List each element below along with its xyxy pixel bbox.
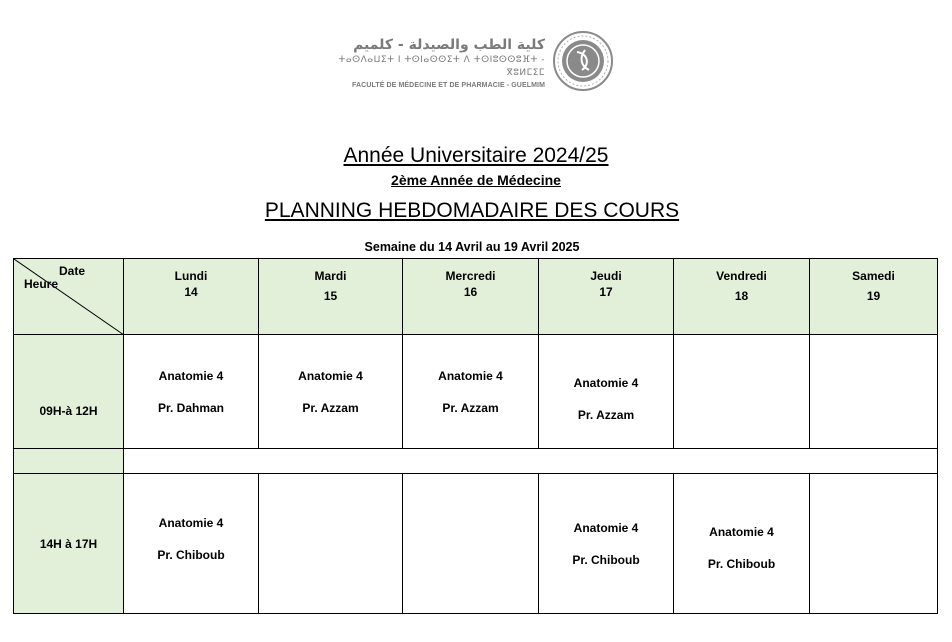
course-name: Anatomie 4 xyxy=(158,368,224,383)
course-name: Anatomie 4 xyxy=(158,515,224,530)
day-number: 15 xyxy=(323,289,338,303)
professor-name: Pr. Chiboub xyxy=(707,556,776,571)
morning-slot-row xyxy=(14,335,938,449)
days-header-row xyxy=(14,259,938,335)
day-number: 17 xyxy=(599,285,613,299)
day-header-mercredi xyxy=(403,259,539,335)
day-name: Samedi xyxy=(852,269,895,283)
professor-name: Pr. Azzam xyxy=(442,400,499,415)
afternoon-slot-row xyxy=(14,474,938,614)
corner-cell xyxy=(14,259,124,335)
schedule-cell xyxy=(674,335,810,449)
day-header-vendredi xyxy=(674,259,810,335)
course-name: Anatomie 4 xyxy=(709,524,774,539)
academic-year-title: Année Universitaire 2024/25 xyxy=(343,144,609,167)
schedule-cell xyxy=(259,474,403,614)
faculty-name-block xyxy=(330,36,545,91)
corner-hour-label: Heure xyxy=(24,277,59,291)
week-range: Semaine du 14 Avril au 19 Avril 2025 xyxy=(364,240,580,254)
schedule-cell xyxy=(259,335,403,449)
professor-name: Pr. Azzam xyxy=(302,400,359,415)
faculty-name-french: FACULTÉ DE MÉDECINE ET DE PHARMACIE - GUELMIM xyxy=(352,82,545,89)
break-label-cell xyxy=(14,449,124,474)
course-name: Anatomie 4 xyxy=(573,375,639,390)
schedule-cell xyxy=(539,335,674,449)
day-name: Lundi xyxy=(174,269,208,283)
day-name: Jeudi xyxy=(590,269,622,283)
schedule-cell xyxy=(539,474,674,614)
schedule-cell xyxy=(810,335,938,449)
afternoon-time-label: 14H à 17H xyxy=(14,474,124,614)
day-number: 16 xyxy=(463,285,478,299)
professor-name: Pr. Azzam xyxy=(577,407,635,422)
day-name: Vendredi xyxy=(716,269,767,283)
day-header-mardi xyxy=(259,259,403,335)
planning-title: PLANNING HEBDOMADAIRE DES COURS xyxy=(264,199,680,222)
schedule-cell xyxy=(403,474,539,614)
schedule-cell xyxy=(403,335,539,449)
schedule-cell xyxy=(124,474,259,614)
day-header-jeudi xyxy=(539,259,674,335)
university-seal-icon xyxy=(552,30,614,92)
day-number: 19 xyxy=(866,289,881,303)
break-cell xyxy=(124,449,938,474)
schedule-table xyxy=(13,258,938,614)
day-number: 18 xyxy=(734,289,749,303)
schedule-cell xyxy=(124,335,259,449)
faculty-name-arabic: كلية الطب والصيدلة - كلميم xyxy=(353,37,545,53)
day-name: Mercredi xyxy=(445,269,496,283)
day-number: 14 xyxy=(184,285,198,299)
day-header-lundi xyxy=(124,259,259,335)
schedule-cell xyxy=(674,474,810,614)
professor-name: Pr. Chiboub xyxy=(572,552,640,567)
faculty-logo xyxy=(330,30,620,94)
course-name: Anatomie 4 xyxy=(573,520,639,535)
study-level-title: 2ème Année de Médecine xyxy=(391,172,561,188)
course-name: Anatomie 4 xyxy=(298,368,363,383)
day-header-samedi xyxy=(810,259,938,335)
break-row xyxy=(14,449,938,474)
course-name: Anatomie 4 xyxy=(438,368,503,383)
faculty-name-tifinagh: ⵜⴰⵙⴷⴰⵡⵉⵜ ⵏ ⵜⵙⵏⴰⵙⵙⵉⵜ ⴷ ⵜⵙⵏⵓⵙⵙⵓⴼⵜ - ⴳⵓⵍⵎⵉⵎ xyxy=(338,55,545,78)
morning-time-label: 09H-à 12H xyxy=(14,335,124,449)
day-name: Mardi xyxy=(314,269,347,283)
professor-name: Pr. Chiboub xyxy=(157,547,225,562)
professor-name: Pr. Dahman xyxy=(157,400,225,415)
schedule-cell xyxy=(810,474,938,614)
corner-date-label: Date xyxy=(59,264,86,278)
